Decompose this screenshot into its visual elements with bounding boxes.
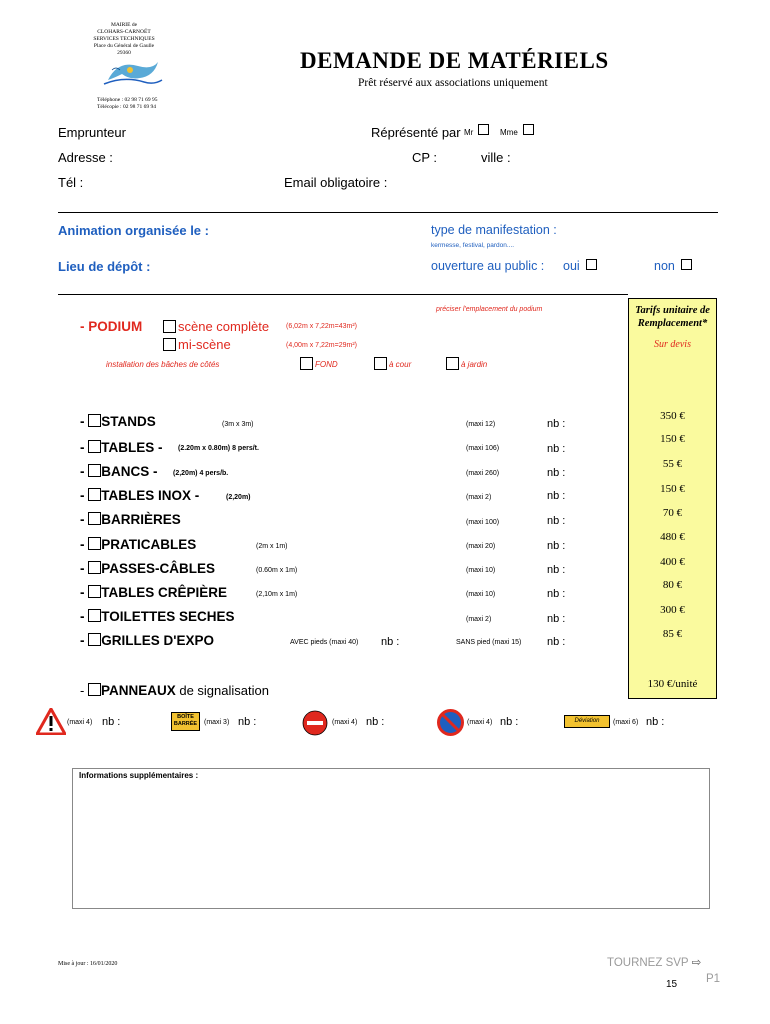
price-tables: 150 € bbox=[660, 433, 685, 445]
sign-nb: nb : bbox=[366, 716, 385, 728]
non-label: non bbox=[654, 259, 675, 273]
oui-label: oui bbox=[563, 259, 580, 273]
item-checkbox[interactable] bbox=[88, 512, 101, 525]
item-name: TABLES CRÊPIÈRE bbox=[101, 585, 228, 600]
telephone: Téléphone : 02 98 71 69 95 bbox=[97, 97, 158, 103]
item-nb: nb : bbox=[547, 490, 566, 502]
tarifs-title-line: Remplacement* bbox=[637, 318, 708, 329]
page-title: DEMANDE DE MATÉRIELS bbox=[300, 48, 609, 73]
price-panneaux: 130 €/unité bbox=[647, 678, 698, 690]
scene-complete-dim: (6,02m x 7,22m=43m²) bbox=[286, 323, 357, 330]
mr-checkbox[interactable] bbox=[478, 124, 489, 135]
price-stands: 350 € bbox=[660, 410, 685, 422]
tournez-svp bbox=[607, 955, 701, 969]
adresse-label: Adresse : bbox=[58, 150, 113, 165]
animation-label: Animation organisée le : bbox=[58, 223, 209, 238]
item-nb: nb : bbox=[547, 540, 566, 552]
price-bancs: 55 € bbox=[662, 458, 683, 470]
item-nb: nb : bbox=[547, 636, 566, 648]
item-maxi: (maxi 100) bbox=[466, 519, 500, 526]
cp-label: CP : bbox=[412, 150, 438, 165]
separator-line bbox=[58, 212, 718, 213]
item-row: - TABLES CRÊPIÈRE bbox=[80, 585, 228, 600]
mairie-line: SERVICES TECHNIQUES bbox=[93, 36, 155, 42]
arrow-right-icon: ⇨ bbox=[691, 957, 702, 969]
price-grilles: 85 € bbox=[662, 628, 683, 640]
no-parking-icon bbox=[437, 709, 464, 741]
item-row: - BARRIÈRES bbox=[80, 512, 181, 527]
item-checkbox[interactable] bbox=[88, 633, 101, 646]
item-maxi: (maxi 10) bbox=[466, 567, 496, 574]
mairie-block bbox=[88, 22, 160, 57]
mairie-line: Place du Général de Gaulle bbox=[93, 43, 155, 49]
item-nb: nb : bbox=[547, 588, 566, 600]
grilles-sans: SANS pied (maxi 15) bbox=[456, 639, 522, 646]
scene-complete-checkbox[interactable] bbox=[163, 320, 176, 333]
item-row: - GRILLES D'EXPO bbox=[80, 633, 214, 648]
item-maxi: (maxi 2) bbox=[466, 616, 492, 623]
cour-label: à cour bbox=[389, 360, 412, 369]
baches-label: installation des bâches de côtés bbox=[106, 360, 220, 369]
infos-box[interactable] bbox=[72, 768, 710, 909]
item-maxi: (maxi 12) bbox=[466, 421, 496, 428]
emprunteur-label: Emprunteur bbox=[58, 125, 126, 140]
telecopie: Télécopie : 02 98 71 69 94 bbox=[97, 104, 156, 110]
item-row: - PASSES-CÂBLES bbox=[80, 561, 216, 576]
sign-maxi: (maxi 6) bbox=[613, 719, 639, 726]
item-maxi: (maxi 260) bbox=[466, 470, 500, 477]
item-row: - BANCS - bbox=[80, 464, 158, 479]
item-dim: (0.60m x 1m) bbox=[256, 567, 298, 574]
item-row: - TOILETTES SECHES bbox=[80, 609, 235, 624]
item-checkbox[interactable] bbox=[88, 537, 101, 550]
item-maxi: (maxi 20) bbox=[466, 543, 496, 550]
item-checkbox[interactable] bbox=[88, 464, 101, 477]
type-manifestation-hint: kermesse, festival, pardon.... bbox=[431, 242, 515, 249]
price-tables-crepiere: 80 € bbox=[662, 579, 683, 591]
item-name: GRILLES D'EXPO bbox=[101, 633, 214, 648]
tournez-label: TOURNEZ SVP bbox=[607, 957, 689, 969]
town-logo bbox=[100, 58, 164, 88]
sign-nb: nb : bbox=[238, 716, 257, 728]
fond-label: FOND bbox=[315, 360, 338, 369]
item-name: STANDS bbox=[101, 414, 156, 429]
mi-scene-dim: (4,00m x 7,22m=29m²) bbox=[286, 342, 357, 349]
grilles-avec: AVEC pieds (maxi 40) bbox=[290, 639, 359, 646]
tarifs-title-line: Tarifs unitaire de bbox=[635, 305, 710, 316]
no-entry-icon bbox=[302, 710, 328, 741]
item-nb: nb : bbox=[547, 418, 566, 430]
price-toilettes: 300 € bbox=[660, 604, 685, 616]
item-nb: nb : bbox=[547, 467, 566, 479]
item-checkbox[interactable] bbox=[88, 561, 101, 574]
jardin-label: à jardin bbox=[461, 360, 488, 369]
mme-checkbox[interactable] bbox=[523, 124, 534, 135]
oui-checkbox[interactable] bbox=[586, 259, 597, 270]
item-name: TABLES INOX - bbox=[101, 488, 200, 503]
mairie-line: MAIRIE de bbox=[110, 22, 138, 28]
ville-label: ville : bbox=[481, 150, 511, 165]
type-manifestation-label: type de manifestation : bbox=[431, 223, 557, 237]
fond-checkbox[interactable] bbox=[300, 357, 313, 370]
item-dim: (2,20m) 4 pers/b. bbox=[173, 470, 229, 477]
deviation-sign-icon bbox=[564, 715, 610, 728]
scene-complete-label: scène complète bbox=[178, 319, 270, 334]
podium-label: - PODIUM bbox=[80, 319, 143, 334]
sign-maxi: (maxi 3) bbox=[204, 719, 230, 726]
separator-line bbox=[58, 294, 628, 295]
item-row: - TABLES - bbox=[80, 440, 163, 455]
item-dim: (2,10m x 1m) bbox=[256, 591, 298, 598]
item-dim: (2,20m) bbox=[226, 494, 251, 501]
item-maxi: (maxi 106) bbox=[466, 445, 500, 452]
sign-maxi: (maxi 4) bbox=[67, 719, 93, 726]
mi-scene-checkbox[interactable] bbox=[163, 338, 176, 351]
mme-label: Mme bbox=[500, 128, 518, 137]
item-nb: nb : bbox=[547, 564, 566, 576]
panneaux-row: - PANNEAUX de signalisation bbox=[80, 683, 269, 698]
jardin-checkbox[interactable] bbox=[446, 357, 459, 370]
non-checkbox[interactable] bbox=[681, 259, 692, 270]
ouverture-label: ouverture au public : bbox=[431, 259, 545, 273]
page-number: 15 bbox=[666, 979, 678, 990]
item-maxi: (maxi 10) bbox=[466, 591, 496, 598]
panneaux-checkbox[interactable] bbox=[88, 683, 101, 696]
tarifs-title bbox=[628, 304, 717, 330]
price-passes-cables: 400 € bbox=[660, 556, 685, 568]
panneaux-label: PANNEAUX bbox=[100, 683, 176, 698]
price-tables-inox: 150 € bbox=[660, 483, 685, 495]
sign-maxi: (maxi 4) bbox=[332, 719, 358, 726]
item-checkbox[interactable] bbox=[88, 488, 101, 501]
item-row: - TABLES INOX - bbox=[80, 488, 200, 503]
item-name: PRATICABLES bbox=[101, 537, 197, 552]
mr-label: Mr bbox=[464, 128, 474, 137]
item-dim: (3m x 3m) bbox=[222, 421, 254, 428]
item-checkbox[interactable] bbox=[88, 414, 101, 427]
cour-checkbox[interactable] bbox=[374, 357, 387, 370]
page-label: P1 bbox=[706, 973, 721, 985]
item-dim: (2.20m x 0.80m) 8 pers/t. bbox=[178, 445, 259, 452]
item-checkbox[interactable] bbox=[88, 440, 101, 453]
sur-devis: Sur devis bbox=[654, 339, 691, 350]
item-maxi: (maxi 2) bbox=[466, 494, 492, 501]
item-nb: nb : bbox=[547, 613, 566, 625]
mise-a-jour: Mise à jour : 16/01/2020 bbox=[58, 961, 118, 967]
price-barrieres: 70 € bbox=[662, 507, 683, 519]
panneaux-suffix: de signalisation bbox=[179, 683, 269, 698]
item-checkbox[interactable] bbox=[88, 609, 101, 622]
item-checkbox[interactable] bbox=[88, 585, 101, 598]
sign-text: BARRÉE bbox=[173, 721, 198, 727]
sign-nb: nb : bbox=[646, 716, 665, 728]
mairie-line: 29360 bbox=[117, 50, 131, 56]
sign-nb: nb : bbox=[500, 716, 519, 728]
item-dim: (2m x 1m) bbox=[256, 543, 288, 550]
sign-text: Déviation bbox=[574, 718, 600, 724]
sign-nb: nb : bbox=[102, 716, 121, 728]
item-name: TABLES - bbox=[101, 440, 163, 455]
item-row: - PRATICABLES bbox=[80, 537, 197, 552]
item-name: PASSES-CÂBLES bbox=[101, 561, 216, 576]
sign-text: BOÎTE bbox=[177, 714, 194, 720]
item-row: - STANDS bbox=[80, 414, 156, 429]
danger-triangle-icon bbox=[36, 708, 66, 740]
grilles-avec-nb: nb : bbox=[381, 636, 400, 648]
item-name: BANCS - bbox=[101, 464, 158, 479]
price-praticables: 480 € bbox=[660, 531, 685, 543]
item-nb: nb : bbox=[547, 515, 566, 527]
podium-hint: préciser l'emplacement du podium bbox=[436, 306, 543, 313]
represente-label: Réprésenté par bbox=[371, 125, 461, 140]
tel-label: Tél : bbox=[58, 175, 84, 190]
lieu-depot-label: Lieu de dépôt : bbox=[58, 259, 151, 274]
page-subtitle: Prêt réservé aux associations uniquement bbox=[358, 77, 548, 89]
mi-scene-label: mi-scène bbox=[178, 337, 231, 352]
item-name: TOILETTES SECHES bbox=[101, 609, 235, 624]
boite-barree-sign-icon bbox=[171, 712, 200, 731]
item-name: BARRIÈRES bbox=[101, 512, 181, 527]
mairie-line: CLOHARS-CARNOËT bbox=[97, 29, 151, 35]
email-label: Email obligatoire : bbox=[284, 175, 388, 190]
sign-maxi: (maxi 4) bbox=[467, 719, 493, 726]
infos-label: Informations supplémentaires : bbox=[79, 771, 199, 780]
item-nb: nb : bbox=[547, 443, 566, 455]
